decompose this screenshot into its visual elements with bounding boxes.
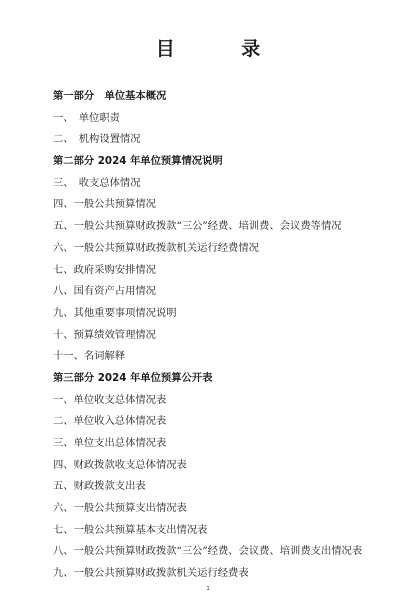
toc-section-heading: 第二部分 2024 年单位预算情况说明	[53, 155, 223, 168]
toc-entry: 七、政府采购安排情况	[53, 263, 156, 276]
page-title: 目 录	[155, 38, 291, 60]
toc-entry: 四、财政拨款收支总体情况表	[53, 458, 187, 471]
toc-entry: 七、一般公共预算基本支出情况表	[53, 523, 208, 536]
toc-entry: 十、预算绩效管理情况	[53, 328, 156, 341]
toc-entry: 二、单位收入总体情况表	[53, 415, 167, 428]
page-number: 1	[206, 586, 210, 592]
toc-entry: 九、其他重要事项情况说明	[53, 306, 177, 319]
toc-entry: 五、一般公共预算财政拨款“三公”经费、培训费、会议费等情况	[53, 220, 342, 233]
toc-entry: 八、一般公共预算财政拨款“三公”经费、会议费、培训费支出情况表	[53, 545, 363, 558]
toc-entry: 三、 收支总体情况	[53, 176, 141, 189]
toc-entry: 九、一般公共预算财政拨款机关运行经费表	[53, 567, 249, 580]
toc-section-heading: 第一部分 单位基本概况	[53, 90, 167, 102]
toc-entry: 五、财政拨款支出表	[53, 480, 146, 493]
toc-entry: 六、一般公共预算支出情况表	[53, 502, 187, 515]
toc-section-heading: 第三部分 2024 年单位预算公开表	[53, 371, 213, 384]
toc-entry: 六、一般公共预算财政拨款机关运行经费情况	[53, 241, 259, 254]
toc-entry: 八、国有资产占用情况	[53, 285, 156, 298]
toc-entry: 二、 机构设置情况	[53, 133, 141, 146]
toc-entry: 三、单位支出总体情况表	[53, 437, 167, 449]
toc-entry: 十一、名词解释	[53, 350, 126, 363]
toc-entry: 一、单位收支总体情况表	[53, 393, 167, 406]
toc-entry: 四、一般公共预算情况	[53, 198, 156, 211]
toc-entry: 一、 单位职责	[53, 111, 120, 124]
table-of-contents	[53, 86, 409, 585]
